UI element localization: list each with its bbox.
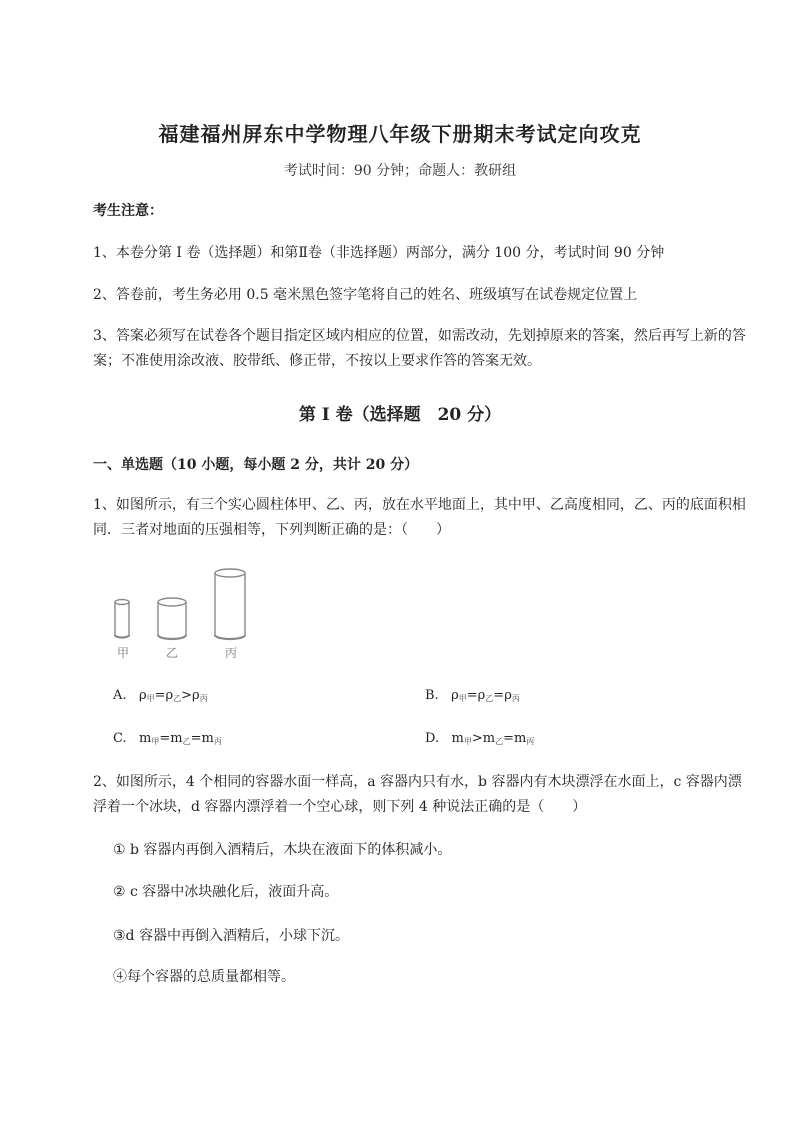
note-item-3: 3、答案必须写在试卷各个题目指定区域内相应的位置，如需改动，先划掉原来的答案，然后再写上新的答案；不准使用涂改液、胶带纸、修正带，不按以上要求作答的答案无效。 (93, 328, 746, 369)
cylinders-drawing (108, 566, 268, 666)
statement-2: ② c 容器中冰块融化后，液面升高。 (113, 884, 339, 900)
option-c[interactable]: C. $m_甲=m_乙=m_丙$ (113, 731, 222, 746)
option-a[interactable]: A. $\rho_甲=\rho_乙>\rho_丙$ (113, 688, 208, 703)
figure-label-yi: 乙 (166, 646, 179, 660)
note-item-1: 1、本卷分第 I 卷（选择题）和第Ⅱ卷（非选择题）两部分，满分 100 分，考试时间 90 分钟 (93, 245, 665, 261)
section-title: 第 I 卷（选择题 20 分） (298, 405, 502, 425)
figure-label-jia: 甲 (117, 646, 130, 660)
statement-1: ① b 容器内再倒入酒精后，木块在液面下的体积减小。 (113, 842, 452, 858)
statement-3: ③d 容器中再倒入酒精后，小球下沉。 (113, 928, 349, 944)
page-title: 福建福州屏东中学物理八年级下册期末考试定向攻克 (158, 122, 642, 146)
part-heading: 一、单选题（10 小题，每小题 2 分，共计 20 分） (93, 457, 419, 473)
exam-info: 考试时间：90 分钟；命题人：教研组 (283, 163, 517, 179)
cylinders-figure (108, 566, 268, 670)
notes-heading: 考生注意： (93, 203, 163, 219)
option-b[interactable]: B. $\rho_甲=\rho_乙=\rho_丙$ (425, 688, 520, 703)
question-1-stem: 1、如图所示，有三个实心圆柱体甲、乙、丙，放在水平地面上，其中甲、乙高度相同，乙、丙的底面积相同．三者对地面的压强相等，下列判断正确的是：（ ） (93, 497, 746, 538)
statement-4: ④每个容器的总质量都相等。 (113, 969, 295, 985)
note-item-2: 2、答卷前，考生务必用 0.5 毫米黑色签字笔将自己的姓名、班级填写在试卷规定位置上 (93, 287, 638, 303)
question-2-stem: 2、如图所示，4 个相同的容器水面一样高，a 容器内只有水，b 容器内有木块漂浮在水面上，c 容器内漂浮着一个冰块，d 容器内漂浮着一个空心球，则下列 4 种说法正确的是（ ） (93, 774, 742, 815)
option-d[interactable]: D. $m_甲>m_乙=m_丙$ (425, 731, 535, 746)
figure-label-bing: 丙 (225, 646, 238, 660)
